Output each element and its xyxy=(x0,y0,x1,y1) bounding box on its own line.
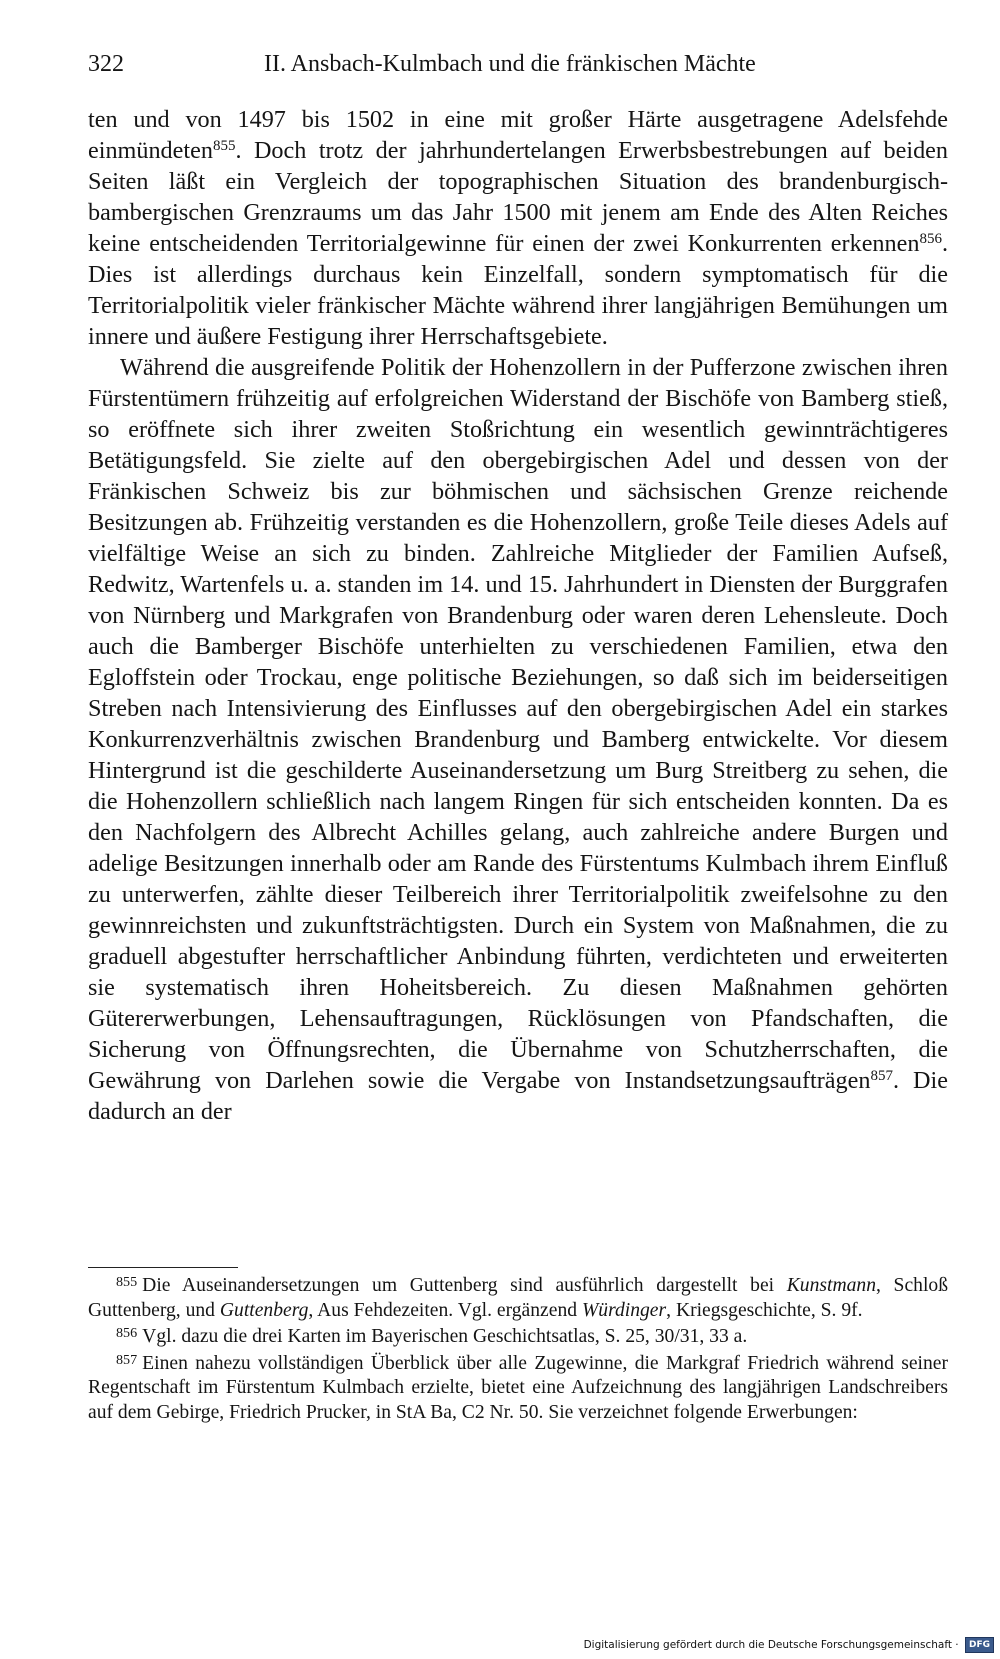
paragraph-2-text-a: Während die ausgreifende Politik der Hohenzollern in der Pufferzone zwischen ihren Fürstentümern frühzeitig auf erfolgreichen Widerstand der Bischöfe von Bamberg stieß, so eröffnete sich ihrer zweiten Stoßrichtung ein wesentlich gewinnträchtigeres Betätigungsfeld. Sie zielte auf den obergebirgischen Adel und dessen von der Fränkischen Schweiz bis zur böhmischen und sächsischen Grenze reichende Besitzungen ab. Frühzeitig verstanden es die Hohenzollern, große Teile dieses Adels auf vielfältige Weise an sich zu binden. Zahlreiche Mitglieder der Familien Aufseß, Redwitz, Wartenfels u. a. standen im 14. und 15. Jahrhundert in Diensten der Burggrafen von Nürnberg und Markgrafen von Brandenburg oder waren deren Lehensleute. Doch auch die Bamberger Bischöfe unterhielten zu verschiedenen Familien, etwa den Egloffstein oder Trockau, enge politische Beziehungen, so daß sich im beiderseitigen Streben nach Intensivierung des Einflusses auf den obergebirgischen Adel ein starkes Konkurrenzverhältnis zwischen Brandenburg und Bamberg entwickelte. Vor diesem Hintergrund ist die geschilderte Auseinandersetzung um Burg Streitberg zu sehen, die die Hohenzollern schließlich nach langem Ringen für sich entscheiden konnten. Da es den Nachfolgern des Albrecht Achilles gelang, auch zahlreiche andere Burgen und adelige Besitzungen innerhalb oder am Rande des Fürstentums Kulmbach ihrem Einfluß zu unterwerfen, zählte dieser Teilbereich ihrer Territorialpolitik zweifelsohne zu den gewinnreichsten und zukunftsträchtigsten. Durch ein System von Maßnahmen, die zu graduell abgestufter herrschaftlicher Anbindung führten, verdichteten und erweiterten sie systematisch ihren Hoheitsbereich. Zu diesen Maßnahmen gehörten Gütererwerbungen, Lehensauftragungen, Rücklösungen von Pfandschaften, die Sicherung von Öffnungsrechten, die Übernahme von Schutzherrschaften, die Gewährung von Darlehen sowie die Vergabe von Instandsetzungsaufträgen xyxy=(88,354,948,1094)
paragraph-1-text-a: ten und von 1497 bis 1502 in eine mit großer Härte ausgetragene Adelsfehde einmündeten xyxy=(88,106,948,164)
footnote-text: Die Auseinandersetzungen um Guttenberg sind ausführlich dargestellt bei xyxy=(142,1275,787,1296)
footnote-separator xyxy=(88,1267,238,1268)
footnotes xyxy=(88,1274,948,1427)
footnote-author-ref: Guttenberg xyxy=(219,1299,309,1321)
dfg-logo-icon: DFG xyxy=(965,1637,994,1653)
paragraph-2-text-b: . Die dadurch an der xyxy=(88,1067,948,1125)
footnote-number: 857 xyxy=(116,1351,138,1368)
footnote-text: , Aus Fehdezeiten. Vgl. ergänzend xyxy=(308,1299,582,1321)
footnote-number: 856 xyxy=(116,1325,138,1342)
footnote-text: Vgl. dazu die drei Karten im Bayerischen Geschichtsatlas, S. 25, 30/31, 33 a. xyxy=(142,1326,748,1347)
paragraph-2 xyxy=(88,352,948,1127)
paragraph-1-text-b: . Doch trotz der jahrhundertelangen Erwerbsbestrebungen auf beiden Seiten läßt ein Vergleich der topographischen Situation des brandenburgisch-bambergischen Grenzraums um das Jahr 1500 mit jenem am Ende des Alten Reiches keine entscheidenden Territorialgewinne für einen der zwei Konkurrenten erkennen xyxy=(88,137,948,257)
page-header xyxy=(88,44,948,84)
footnote-author-ref: Würdinger xyxy=(581,1299,667,1321)
footnote-ref-855[interactable]: 855 xyxy=(212,137,236,154)
footnote-856 xyxy=(88,1325,948,1350)
footnote-text: , Kriegsgeschichte, S. 9f. xyxy=(666,1299,863,1321)
paragraph-1 xyxy=(88,104,948,352)
footnote-ref-857[interactable]: 857 xyxy=(870,1067,893,1084)
credit-text: Digitalisierung gefördert durch die Deutsche Forschungsgemeinschaft · xyxy=(583,1639,959,1651)
page-number: 322 xyxy=(88,51,124,77)
body-text xyxy=(88,104,948,1127)
footnote-author-ref: Kunstmann xyxy=(786,1275,877,1296)
footnote-857 xyxy=(88,1352,948,1426)
running-title: II. Ansbach-Kulmbach und die fränkischen Mächte xyxy=(264,51,756,77)
footnote-text: Einen nahezu vollständigen Überblick über alle Zugewinne, die Markgraf Friedrich während seiner Regentschaft im Fürstentum Kulmbach erzielte, bietet eine Aufzeichnung des langjährigen Landschreibers auf dem Gebirge, Friedrich Prucker, in StA Ba, C2 Nr. 50. Sie verzeichnet folgende Erwerbungen: xyxy=(88,1352,948,1423)
footnote-855 xyxy=(88,1274,948,1323)
footnote-ref-856[interactable]: 856 xyxy=(919,230,942,247)
digitization-credit xyxy=(584,1636,994,1654)
paragraph-1-text-c: . Dies ist allerdings durchaus kein Einzelfall, sondern symptomatisch für die Territorialpolitik vieler fränkischer Mächte während ihrer langjährigen Bemühungen um innere und äußere Festigung ihrer Herrschaftsgebiete. xyxy=(88,230,948,350)
footnote-number: 855 xyxy=(116,1274,138,1291)
footnote-text: , Schloß Guttenberg, und xyxy=(88,1275,948,1321)
